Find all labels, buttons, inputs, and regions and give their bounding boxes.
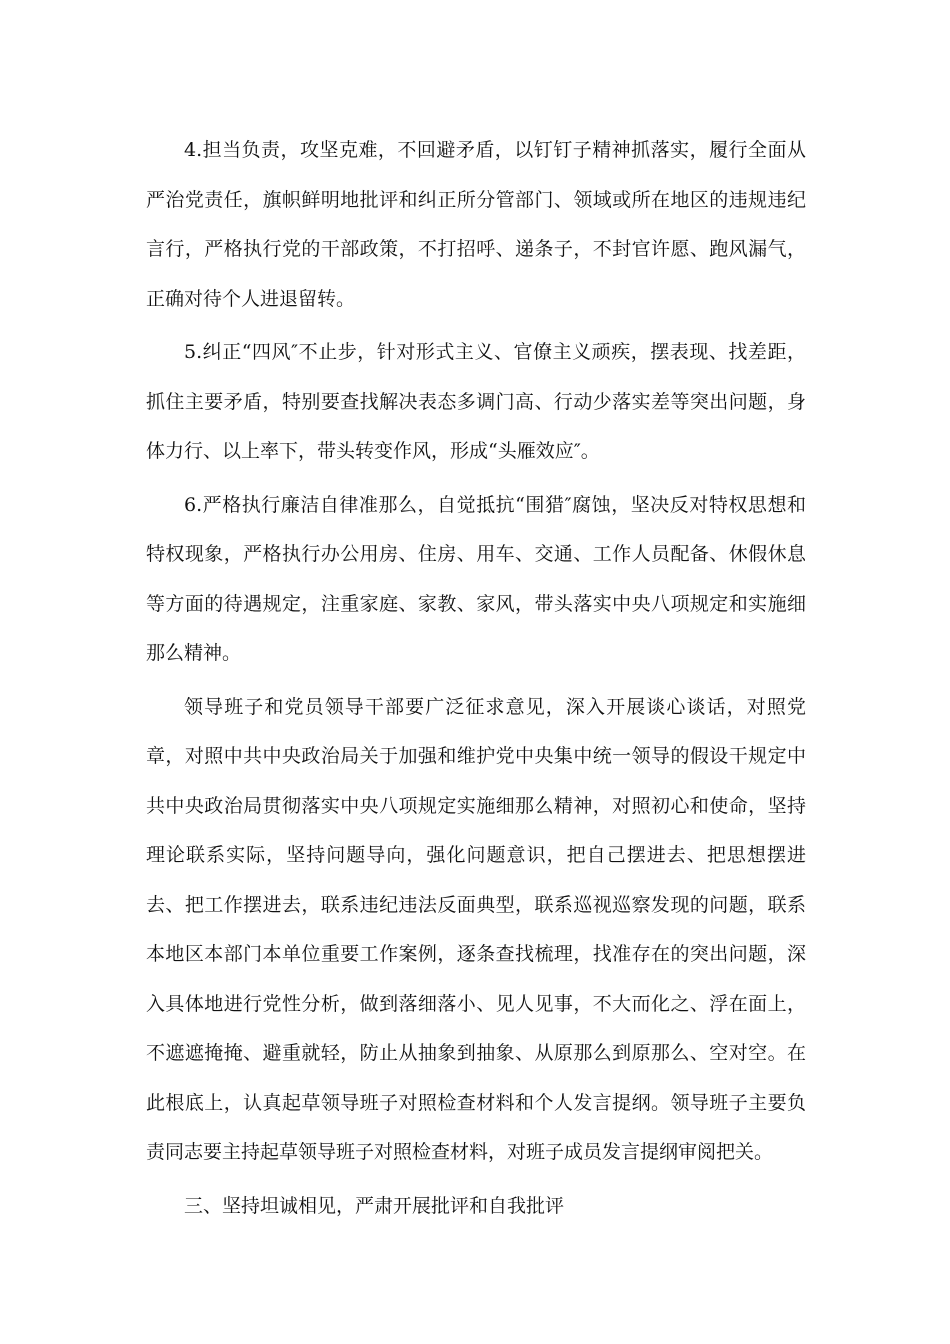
document-body	[146, 126, 806, 1235]
paragraph-item-5: 5.纠正“四风″不止步，针对形式主义、官僚主义顽疾，摆表现、找差距，抓住主要矛盾，特别要查找解决表态多调门高、行动少落实差等突出问题，身体力行、以上率下，带头转变作风，形成“头雁效应″。	[146, 341, 806, 462]
section-heading-3: 三、坚持坦诚相见，严肃开展批评和自我批评	[184, 1194, 565, 1217]
paragraph-item-6: 6.严格执行廉洁自律准那么，自觉抵抗“围猎″腐蚀，坚决反对特权思想和特权现象，严格执行办公用房、住房、用车、交通、工作人员配备、休假休息等方面的待遇规定，注重家庭、家教、家风，带头落实中央八项规定和实施细那么精神。	[146, 493, 806, 664]
paragraph-leadership-review: 领导班子和党员领导干部要广泛征求意见，深入开展谈心谈话，对照党章，对照中共中央政治局关于加强和维护党中央集中统一领导的假设干规定中共中央政治局贯彻落实中央八项规定实施细那么精神，对照初心和使命，坚持理论联系实际，坚持问题导向，强化问题意识，把自己摆进去、把思想摆进去、把工作摆进去，联系违纪违法反面典型，联系巡视巡察发现的问题，联系本地区本部门本单位重要工作案例，逐条查找梳理，找准存在的突出问题，深入具体地进行党性分析，做到落细落小、见人见事，不大而化之、浮在面上，不遮遮掩掩、避重就轻，防止从抽象到抽象、从原那么到原那么、空对空。在此根底上，认真起草领导班子对照检查材料和个人发言提纲。领导班子主要负责同志要主持起草领导班子对照检查材料，对班子成员发言提纲审阅把关。	[146, 695, 806, 1163]
paragraph-item-4: 4.担当负责，攻坚克难，不回避矛盾，以钉钉子精神抓落实，履行全面从严治党责任，旗帜鲜明地批评和纠正所分管部门、领域或所在地区的违规违纪言行，严格执行党的干部政策，不打招呼、递条子，不封官许愿、跑风漏气，正确对待个人进退留转。	[146, 139, 806, 310]
